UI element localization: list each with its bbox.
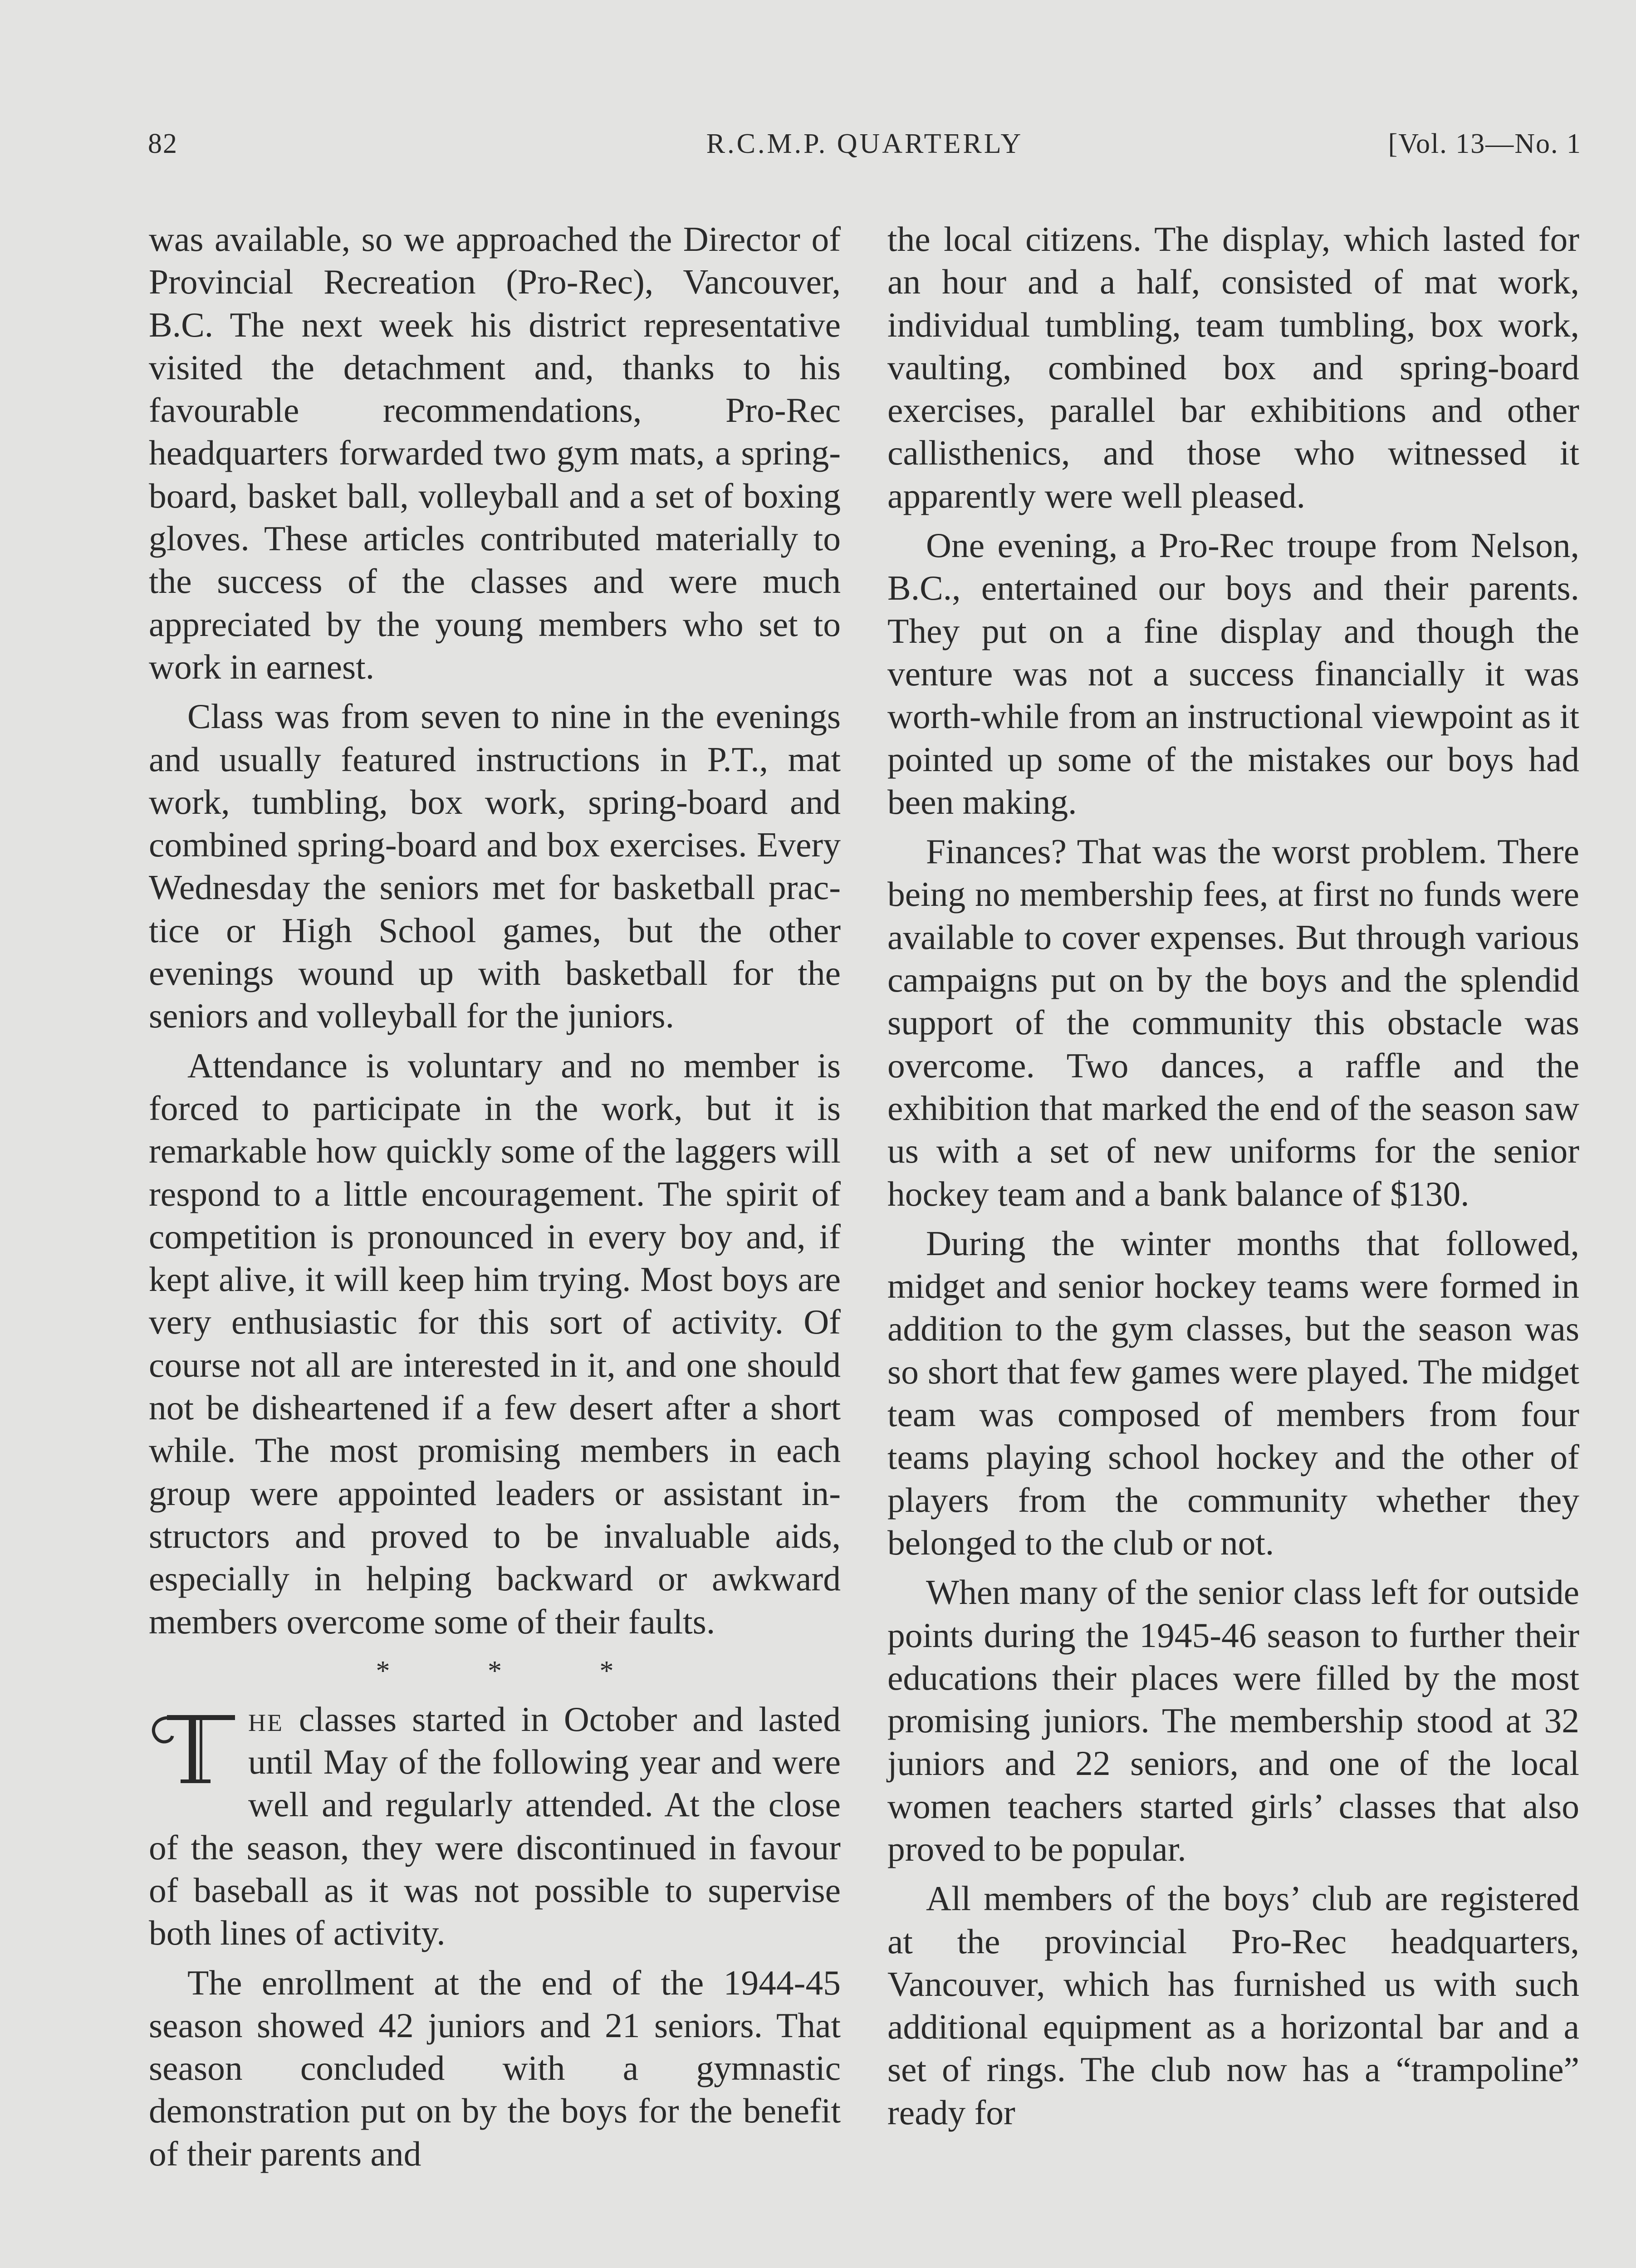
right-column <box>887 218 1579 2141</box>
section-separator: * * * <box>376 1655 614 1686</box>
dropcap-letter-t <box>145 1704 243 1790</box>
paragraph-text: classes started in October and lasted until May of the following year and were well and regularly attended. At the close of the season, they were discontinued in favour of baseball as it was not possible to supervise both lines of activity. <box>149 1699 841 1953</box>
paragraph: During the winter months that followed, midget and senior hockey teams were formed in addition to the gym classes, but the season was so short that few games were played. The midget team was composed of members from four teams playing school hockey and the other of players from the community whether they belonged to the club or not. <box>887 1223 1579 1562</box>
volume-issue: [Vol. 13—No. 1 <box>1388 128 1582 159</box>
page-number: 82 <box>148 128 178 159</box>
paragraph: The enrollment at the end of the 1944-45 season showed 42 juniors and 21 seniors. That season concluded with a gymnastic demonstration put on by the boys for the benefit of their parents and <box>149 1963 841 2173</box>
paragraph: Class was from seven to nine in the evenings and usually featured instructions in P.T., mat work, tumbling, box work, spring-board and combined spring-board and box exercises. Every Wednesday the seniors met for basketball practice or High School games, but the other evenings wound up with basketball for the seniors and volleyball for the juniors. <box>149 697 841 1036</box>
paragraph: the local citizens. The display, which lasted for an hour and a half, consisted of mat work, individual tumbling, team tumbling, box work, vaulting, combined box and spring-board exercises, parallel bar exhibitions and other callisthenics, and those who witnessed it apparently were well pleased. <box>887 220 1579 515</box>
paragraph: All members of the boys’ club are registered at the provincial Pro-Rec headquarters, Vancouver, which has furnished us with such additional equipment as a horizontal bar and a set of rings. The club now has a “trampoline” ready for <box>887 1879 1579 2132</box>
paragraph-with-dropcap <box>149 1698 841 1955</box>
paragraph: When many of the senior class left for outside points during the 1945-46 season to further their educations their places were filled by the most promising juniors. The membership stood at 32 juniors and 22 seniors, and one of the local women teachers started girls’ classes that also proved to be popular. <box>887 1573 1579 1868</box>
running-head <box>148 128 1582 164</box>
paragraph: was available, so we approached the Director of Provincial Recreation (Pro-Rec), Vancouver, B.C. The next week his district representative visited the detachment and, thanks to his favourable recommendations, Pro-Rec headquarters forwarded two gym mats, a spring-board, basket ball, volleyball and a set of boxing gloves. These articles contributed materially to the success of the classes and were much appreciated by the young members who set to work in earnest. <box>149 220 841 686</box>
left-column <box>149 218 841 2182</box>
paragraph: Finances? That was the worst problem. There being no membership fees, at first no funds were available to cover expenses. But through various campaigns put on by the boys and the splendid support of the community this obstacle was overcome. Two dances, a raffle and the exhibition that marked the end of the season saw us with a set of new uniforms for the senior hockey team and a bank balance of $130. <box>887 832 1579 1213</box>
paragraph: One evening, a Pro-Rec troupe from Nelson, B.C., entertained our boys and their parents. They put on a fine display and though the venture was not a success financially it was worth-while from an instructional viewpoint as it pointed up some of the mistakes our boys had been making. <box>887 526 1579 821</box>
journal-title: R.C.M.P. QUARTERLY <box>706 128 1024 159</box>
dropcap-continuation: he <box>248 1699 284 1739</box>
paragraph: Attendance is voluntary and no member is forced to participate in the work, but it is remarkable how quickly some of the laggers will respond to a little encouragement. The spirit of competition is pronounced in every boy and, if kept alive, it will keep him trying. Most boys are very enthusiastic for this sort of activity. Of course not all are interested in it, and one should not be disheartened if a few desert after a short while. The most promising members in each group were appointed leaders or assistant instructors and proved to be invaluable aids, especially in helping backward or awkward members overcome some of their faults. <box>149 1046 841 1641</box>
